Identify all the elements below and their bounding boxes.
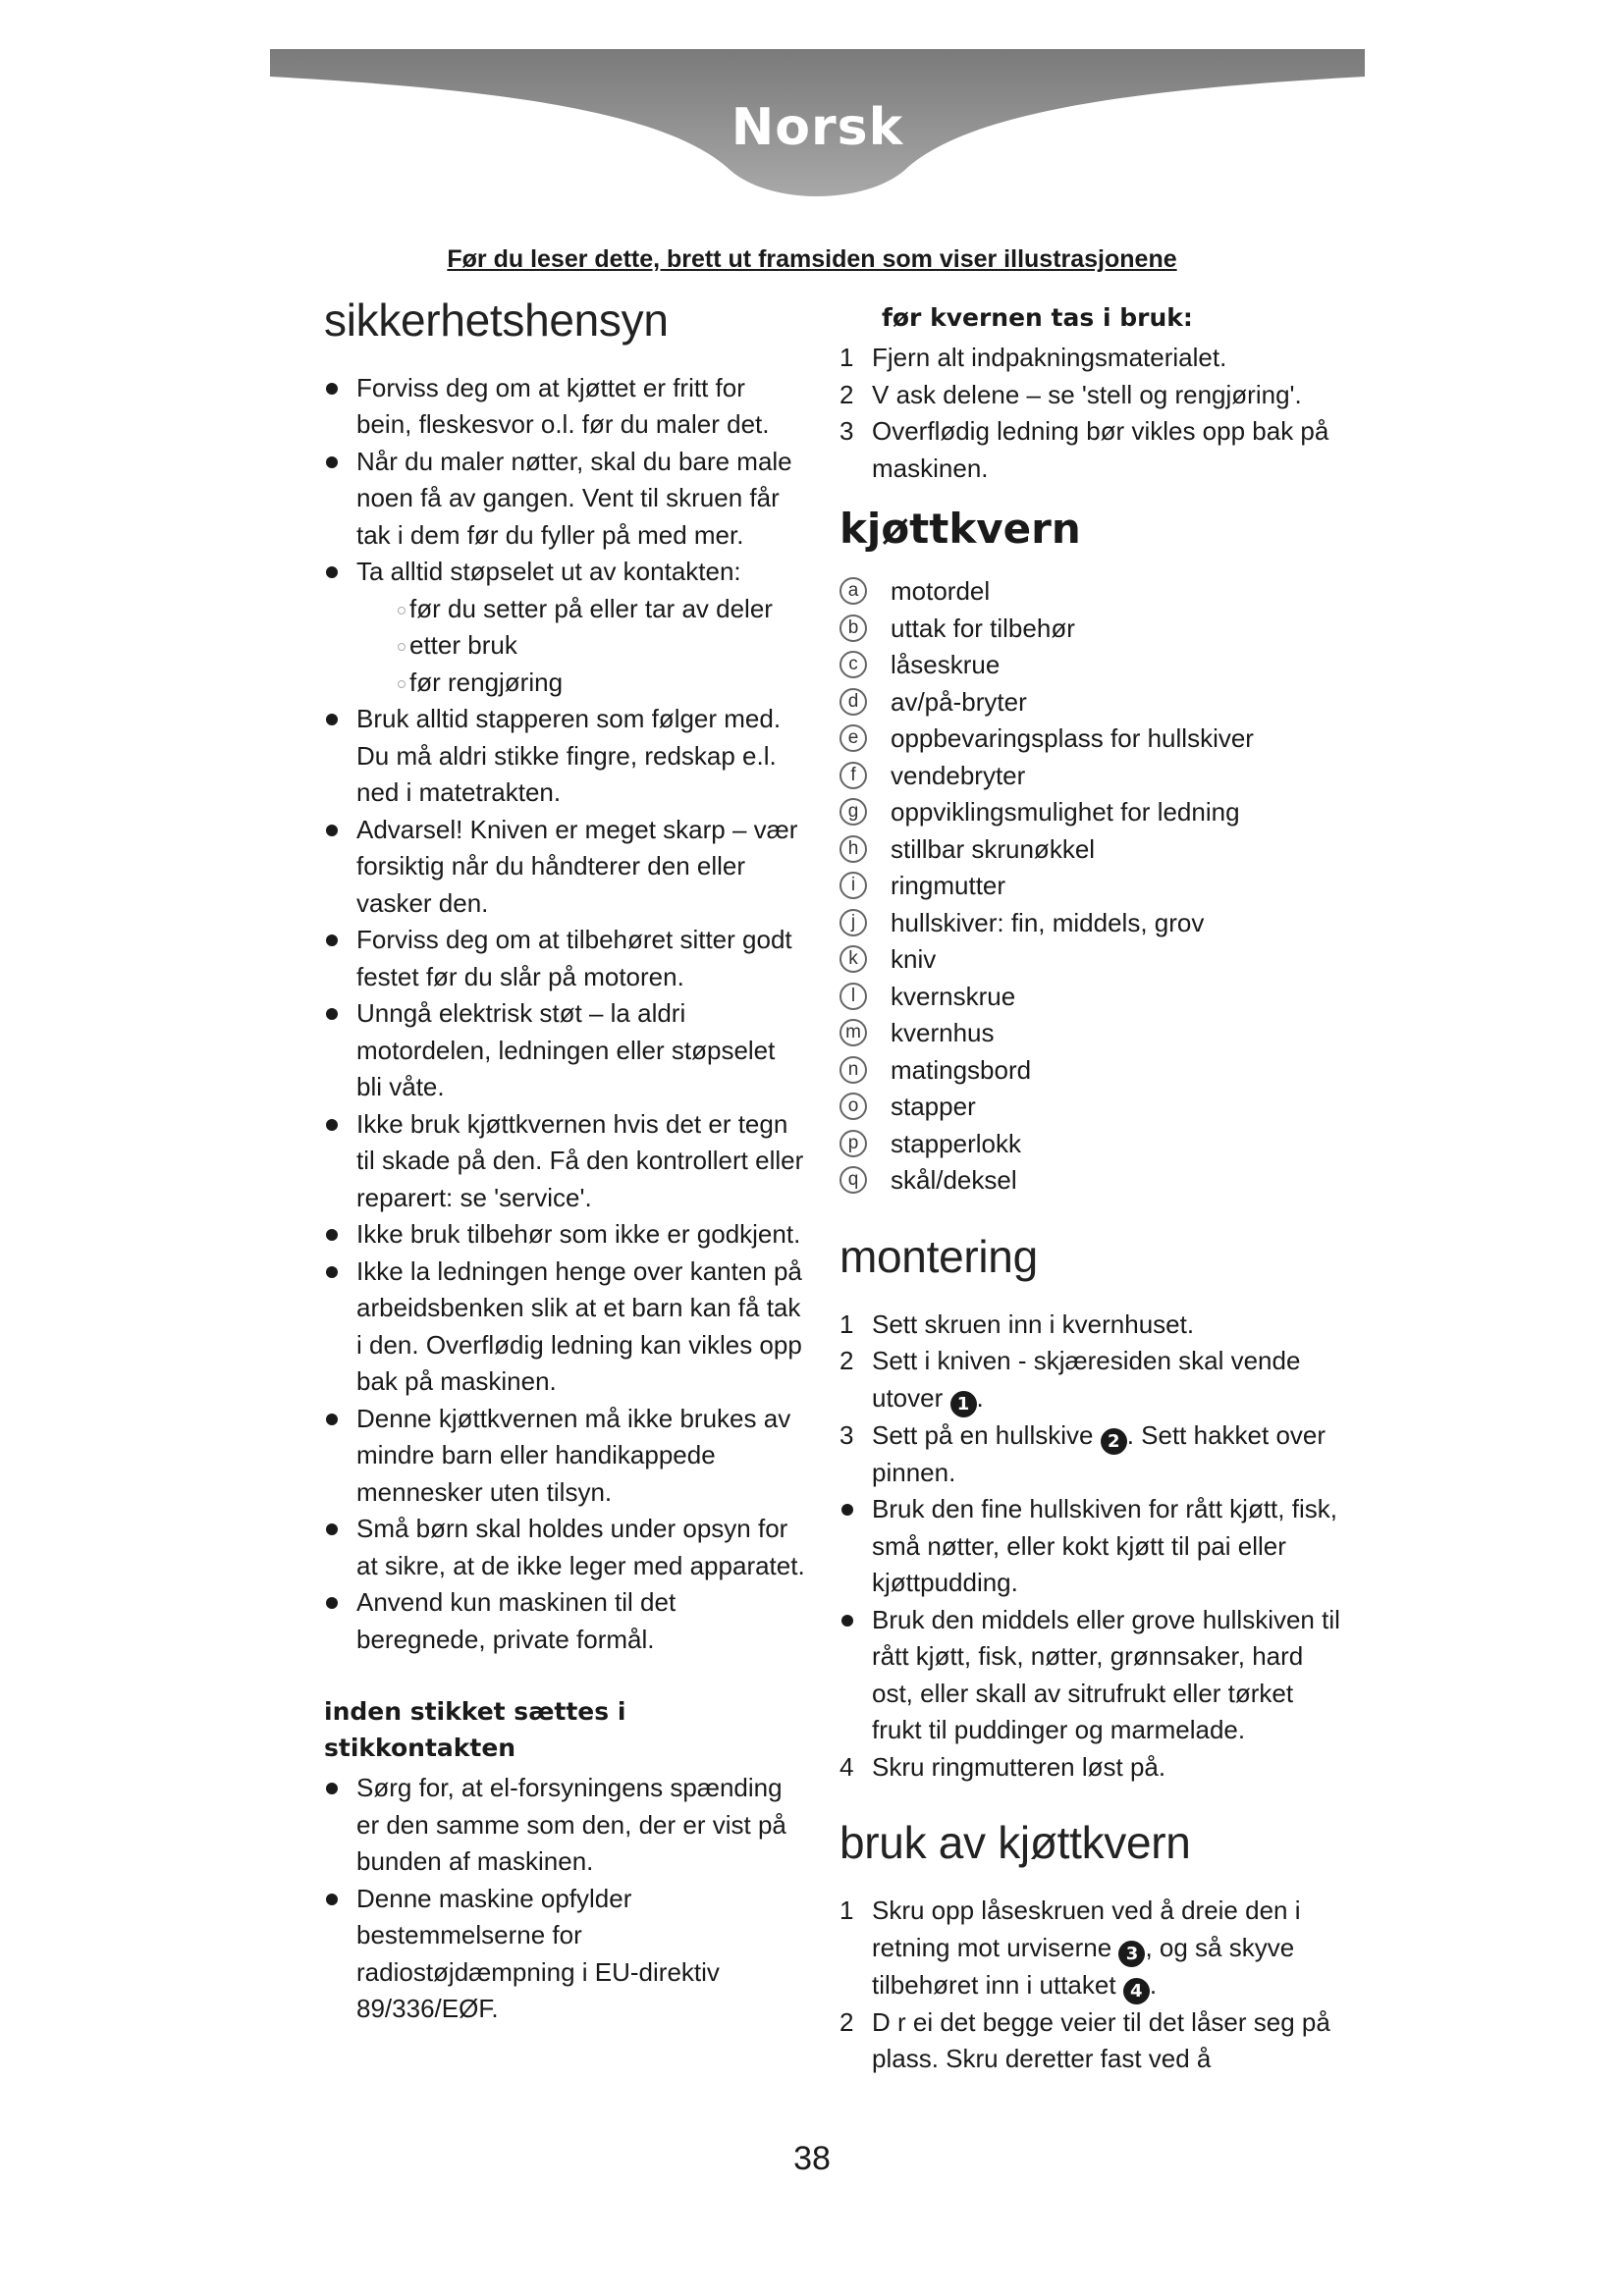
step-item [839,1307,1340,1344]
part-label: kvernhus [891,1018,995,1048]
step-item [839,2004,1340,2078]
list-item: Denne maskine opfylder bestemmelserne for radiostøjdæmpning i EU-direktiv 89/336/EØF. [324,1881,805,2028]
part-label: kvernskrue [891,981,1016,1011]
language-title: Norsk [731,98,904,157]
list-item: Forviss deg om at tilbehøret sitter godt festet før du slår på motoren. [324,922,805,995]
step-text: Overflødig ledning bør vikles opp bak på maskinen. [872,416,1329,483]
list-item: Advarsel! Kniven er meget skarp – vær forsiktig når du håndterer den eller vasker den. [324,812,805,923]
part-item [839,684,1340,721]
step-item [839,1893,1340,2004]
part-item [839,1052,1340,1090]
list-item: Når du maler nøtter, skal du bare male noen få av gangen. Vent til skruen får tak i dem før du fyller på med mer. [324,444,805,555]
parts-list [839,573,1340,1200]
safety-list [324,370,805,1659]
usage-steps [839,1893,1340,2078]
step-number: 2 [839,379,854,409]
part-letter-icon: p [839,1130,867,1157]
part-label: kniv [891,944,937,975]
step-text: Skru ringmutteren løst på. [872,1751,1166,1782]
step-text-end: . [976,1382,984,1413]
part-label: låseskrue [891,650,1001,680]
step-text: Sett i kniven - skjæresiden skal vende utover [872,1346,1301,1413]
step-number: 3 [839,1419,854,1450]
part-item [839,1126,1340,1163]
part-label: matingsbord [891,1054,1032,1085]
part-label: oppbevaringsplass for hullskiver [891,723,1254,754]
plug-list [324,1770,805,2028]
step-text: Sett skruen inn i kvernhuset. [872,1308,1195,1339]
safety-heading: sikkerhetshensyn [324,294,669,346]
step-text-end: . Sett hakket over pinnen. [872,1419,1326,1487]
part-item [839,831,1340,869]
part-label: hullskiver: fin, middels, grov [891,907,1205,937]
part-letter-icon: b [839,614,867,642]
step-item [839,413,1340,487]
step-text: D r ei det begge veier til det låser seg på plass. Skru deretter fast ved å [872,2006,1330,2074]
sub-item: etter bruk [398,627,805,665]
part-label: stapperlokk [891,1128,1021,1158]
list-item-unplug [324,554,805,701]
list-item: Små børn skal holdes under opsyn for at sikre, at de ikke leger med apparatet. [324,1511,805,1584]
part-label: oppviklingsmulighet for ledning [891,797,1240,828]
step-number: 3 [839,416,854,446]
step-number: 2 [839,2006,854,2037]
part-label: stillbar skrunøkkel [891,833,1096,864]
list-item: Anvend kun maskinen til det beregnede, private formål. [324,1584,805,1658]
part-letter-icon: a [839,577,867,605]
part-letter-icon: g [839,798,867,826]
step-item [839,1417,1340,1492]
step-item [839,377,1340,414]
part-letter-icon: f [839,762,867,789]
list-item: Sørg for, at el-forsyningens spænding er den samme som den, der er vist på bunden af maskinen. [324,1770,805,1881]
list-item: Bruk den fine hullskiven for rått kjøtt, fisk, små nøtter, eller kokt kjøtt til pai eller kjøttpudding. [839,1491,1340,1602]
step-text-end: . [1149,1969,1158,2000]
part-item [839,1015,1340,1052]
part-label: skål/deksel [891,1165,1017,1196]
part-item [839,611,1340,648]
part-item [839,868,1340,905]
part-letter-icon: i [839,872,867,899]
step-text: Fjern alt indpakningsmaterialet. [872,343,1227,372]
sub-item: før du setter på eller tar av deler [398,591,805,628]
list-item: Denne kjøttkvernen må ikke brukes av mindre barn eller handikappede mennesker uten tilsyn. [324,1401,805,1512]
instruction-subtitle: Før du leser dette, brett ut framsiden som viser illustrasjonene [447,245,1177,273]
plug-heading: inden stikket sættes i stikkontakten [324,1697,626,1763]
part-item [839,794,1340,831]
part-item [839,1089,1340,1126]
before-use-heading: før kvernen tas i bruk: [882,303,1193,332]
part-label: vendebryter [891,760,1026,790]
page-number: 38 [793,2140,831,2177]
list-item-text: Ta alltid støpselet ut av kontakten: [356,557,741,587]
part-letter-icon: k [839,945,867,973]
part-item [839,979,1340,1016]
list-item: Ikke bruk kjøttkvernen hvis det er tegn til skade på den. Få den kontrollert eller reparert: se 'service'. [324,1106,805,1217]
list-item: Ikke bruk tilbehør som ikke er godkjent. [324,1216,805,1254]
part-label: motordel [891,576,991,607]
right-column [839,299,1340,2078]
step-text: Skru opp låseskruen ved å dreie den i retning mot urviserne [872,1896,1301,1962]
step-number: 1 [839,1308,854,1339]
sub-item: før rengjøring [398,665,805,702]
usage-heading: bruk av kjøttkvern [839,1817,1191,1869]
step-text: Sett på en hullskive [872,1419,1094,1450]
step-number: 1 [839,343,854,372]
list-item: Bruk den middels eller grove hullskiven til rått kjøtt, fisk, nøtter, grønnsaker, hard ost, eller skall av sitrufrukt eller tørket frukt til puddinger og marmelade. [839,1602,1340,1749]
figure-1-icon: 1 [950,1391,977,1417]
part-letter-icon: j [839,909,867,936]
part-item [839,905,1340,942]
step-number: 2 [839,1346,854,1376]
part-letter-icon: o [839,1093,867,1120]
step-text-mid: , og så skyve tilbehøret inn i uttaket [872,1932,1295,2000]
part-item [839,941,1340,979]
assembly-bullets [839,1491,1340,1749]
assembly-steps-cont [839,1749,1340,1787]
part-item [839,758,1340,795]
part-letter-icon: h [839,835,867,863]
step-number: 1 [839,1896,854,1926]
part-item [839,1162,1340,1200]
part-letter-icon: m [839,1019,867,1046]
part-letter-icon: c [839,651,867,678]
step-number: 4 [839,1751,854,1782]
figure-4-icon: 4 [1123,1978,1150,2004]
part-letter-icon: n [839,1056,867,1084]
part-item [839,573,1340,611]
unplug-sublist [356,591,805,702]
step-item [839,340,1340,377]
part-label: av/på-bryter [891,686,1027,717]
before-use-steps [839,340,1340,487]
part-item [839,647,1340,684]
step-text: V ask delene – se 'stell og rengjøring'. [872,379,1302,409]
part-letter-icon: l [839,983,867,1010]
part-label: stapper [891,1092,976,1122]
part-label: uttak for tilbehør [891,613,1075,643]
step-item [839,1749,1340,1787]
step-item [839,1343,1340,1417]
assembly-heading: montering [839,1230,1038,1282]
assembly-steps [839,1307,1340,1492]
parts-heading: kjøttkvern [839,505,1081,553]
figure-2-icon: 2 [1101,1428,1127,1455]
part-letter-icon: e [839,724,867,752]
list-item: Unngå elektrisk støt – la aldri motordelen, ledningen eller støpselet bli våte. [324,995,805,1106]
list-item: Ikke la ledningen henge over kanten på arbeidsbenken slik at et barn kan få tak i den. Overflødig ledning kan vikles opp bak på maskinen. [324,1254,805,1401]
part-letter-icon: q [839,1166,867,1194]
list-item: Forviss deg om at kjøttet er fritt for bein, fleskesvor o.l. før du maler det. [324,370,805,444]
part-letter-icon: d [839,688,867,716]
part-label: ringmutter [891,871,1006,901]
list-item: Bruk alltid stapperen som følger med. Du må aldri stikke fingre, redskap e.l. ned i matetrakten. [324,701,805,812]
part-item [839,721,1340,758]
figure-3-icon: 3 [1118,1941,1145,1967]
header-banner [270,49,1365,240]
left-column [324,294,805,2028]
